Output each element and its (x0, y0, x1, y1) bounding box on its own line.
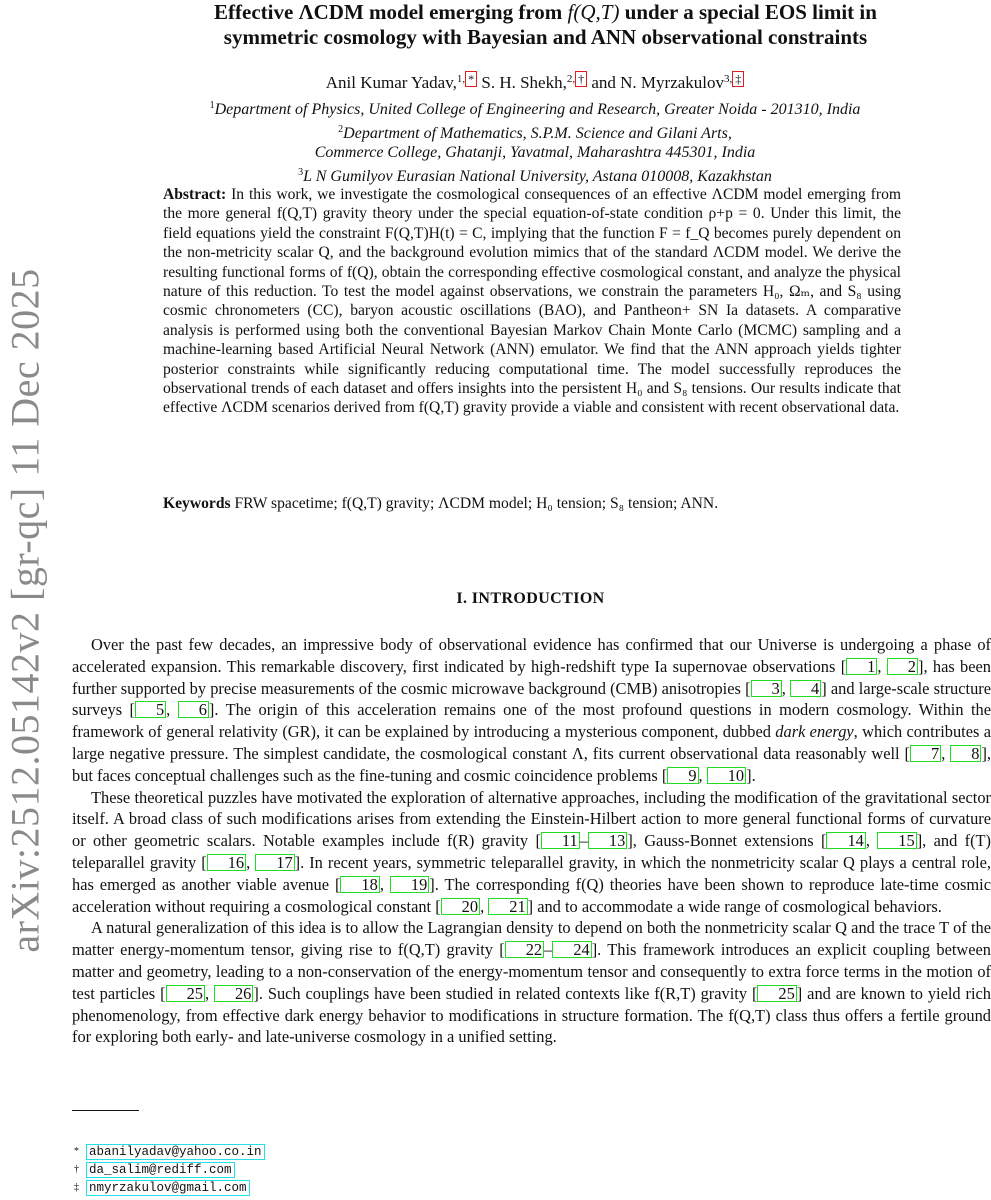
citation-link[interactable]: 26 (214, 985, 253, 1002)
email-link[interactable]: abanilyadav@yahoo.co.in (86, 1144, 265, 1160)
citation-link[interactable]: 25 (757, 985, 796, 1002)
affiliation: $^3$L N Gumilyov Eurasian National University, Astana 010008, Kazakhstan (298, 166, 772, 185)
paragraph: Over the past few decades, an impressive body of observational evidence has confirmed that our Universe is undergoing a phase of accelerated expansion. This remarkable discovery, first indicated by high-redshift type Ia supernovae observations [ 1 , 2 ], has been further supported by precise measurements of the cosmic microwave background (CMB) anisotropies [ 3 , 4 ] and large-scale structure surveys [ 5 , 6 ]. The origin of this acceleration remains one of the most profound questions in modern cosmology. Within the framework of general relativity (GR), it can be explained by introducing a mysterious component, dubbed dark energy, which contributes a large negative pressure. The simplest candidate, the cosmological constant Λ, fits current observational data reasonably well [ 7 , 8 ], but faces conceptual challenges such as the fine-tuning and cosmic coincidence problems [ 9 , 10 ]. (72, 635, 991, 785)
keywords-label: Keywords (163, 495, 231, 512)
arxiv-stamp-text: arXiv:2512.05142v2 [gr-qc] 11 Dec 2025 (2, 267, 48, 953)
citation-link[interactable]: 15 (877, 832, 916, 849)
citation-link[interactable]: 24 (552, 941, 591, 958)
keywords-text: FRW spacetime; f(Q,T) gravity; ΛCDM model; H₀ tension; S₈ tension; ANN. (234, 495, 719, 512)
title-line-2: symmetric cosmology with Bayesian and ANN observational constraints (223, 25, 868, 49)
citation-link[interactable]: 9 (667, 767, 698, 784)
arxiv-identifier-stamp (0, 267, 50, 953)
citation-link[interactable]: 25 (166, 985, 205, 1002)
abstract-label: Abstract: (163, 186, 227, 203)
abstract (163, 185, 901, 418)
affiliation: $^1$Department of Physics, United College of Engineering and Research, Greater Noida - 201310, India (209, 100, 861, 118)
citation-link[interactable]: 17 (255, 854, 294, 871)
footnote: ‡ nmyrzakulov@gmail.com (74, 1179, 265, 1197)
section-heading-introduction: I. INTRODUCTION (456, 590, 605, 607)
citation-link[interactable]: 13 (588, 832, 627, 849)
author-name: Anil Kumar Yadav, (325, 73, 457, 92)
citation-link[interactable]: 8 (950, 745, 981, 762)
abstract-text: In this work, we investigate the cosmological consequences of an effective ΛCDM model emerging from the more general f(Q,T) gravity theory under the special equation-of-state condition ρ+p = 0. Under this limit, the field equations yield the constraint F(Q,T)H(t) = C, implying that the function F = f_Q becomes purely dependent on the non-metricity scalar Q, and the background evolution mimics that of the standard ΛCDM model. We derive the resulting functional forms of f(Q), obtain the corresponding effective cosmological constant, and analyze the physical nature of this reduction. To test the model against observations, we constrain the parameters H₀, Ωₘ, and S₈ using cosmic chronometers (CC), baryon acoustic oscillations (BAO), and Pantheon+ SN Ia datasets. A comparative analysis is performed using both the conventional Bayesian Markov Chain Monte Carlo (MCMC) sampling and a machine-learning based Artificial Neural Network (ANN) emulator. We find that the ANN approach yields tighter posterior constraints while significantly reducing computational time. The model successfully reproduces the observational trends of each dataset and offers insights into the persistent H₀ and S₈ tensions. Our results indicate that effective ΛCDM scenarios derived from f(Q,T) gravity provide a viable and consistent with recent observational data. (163, 186, 901, 417)
author-name: S. H. Shekh, (481, 73, 567, 92)
footnote-link[interactable]: † (575, 71, 587, 87)
introduction-body (72, 634, 991, 1048)
paper-title (100, 0, 991, 50)
citation-link[interactable]: 18 (340, 876, 379, 893)
title-line-1: Effective ΛCDM model emerging from f(Q,T) under a special EOS limit in (214, 0, 877, 24)
footnote-link[interactable]: ‡ (732, 71, 744, 87)
author-list: Anil Kumar Yadav,$^{1,}$ * S. H. Shekh,$^{2,}$ † and N. Myrzakulov$^{3,}$ ‡ (140, 68, 930, 94)
email-link[interactable]: da_salim@rediff.com (86, 1162, 235, 1178)
citation-link[interactable]: 10 (707, 767, 746, 784)
affiliation: $^2$Department of Mathematics, S.P.M. Science and Gilani Arts, (338, 123, 732, 142)
citation-link[interactable]: 7 (910, 745, 941, 762)
footnote: * abanilyadav@yahoo.co.in (74, 1143, 265, 1161)
citation-link[interactable]: 16 (207, 854, 246, 871)
citation-link[interactable]: 3 (751, 680, 782, 697)
paragraph: These theoretical puzzles have motivated the exploration of alternative approaches, including the modification of the gravitational sector itself. A broad class of such modifications arises from extending the Einstein-Hilbert action to more general functional forms of curvature or other geometric scalars. Notable examples include f(R) gravity [ 11 – 13 ], Gauss-Bonnet extensions [ 14 , 15 ], and f(T) teleparallel gravity [ 16 , 17 ]. In recent years, symmetric teleparallel gravity, in which the nonmetricity scalar Q plays a central role, has emerged as another viable avenue [ 18 , 19 ]. The corresponding f(Q) theories have been shown to reproduce late-time cosmic acceleration without requiring a cosmological constant [ 20 , 21 ] and to accommodate a wide range of cosmological behaviors. (72, 787, 991, 916)
footnote-divider (72, 1110, 139, 1111)
citation-link[interactable]: 21 (488, 898, 527, 915)
author-name: and N. Myrzakulov (591, 73, 725, 92)
affiliations (140, 96, 930, 186)
affiliation: Commerce College, Ghatanji, Yavatmal, Maharashtra 445301, India (314, 144, 756, 161)
paragraph: A natural generalization of this idea is to allow the Lagrangian density to depend on both the nonmetricity scalar Q and the trace T of the matter energy-momentum tensor, giving rise to f(Q,T) gravity [ 22 – 24 ]. This framework introduces an explicit coupling between matter and geometry, leading to a non-conservation of the energy-momentum tensor and consequently to extra force terms in the motion of test particles [ 25 , 26 ]. Such couplings have been studied in related contexts like f(R,T) gravity [ 25 ] and are known to yield rich phenomenology, from effective dark energy behavior to modifications in structure formation. The f(Q,T) class thus offers a fertile ground for exploring both early- and late-universe cosmology in a unified setting. (72, 918, 991, 1047)
emphasis: dark energy (775, 722, 854, 742)
keywords (163, 494, 901, 513)
citation-link[interactable]: 22 (505, 941, 544, 958)
citation-link[interactable]: 19 (390, 876, 429, 893)
citation-link[interactable]: 4 (790, 680, 821, 697)
citation-link[interactable]: 1 (846, 658, 877, 675)
citation-link[interactable]: 20 (441, 898, 480, 915)
citation-link[interactable]: 5 (135, 701, 166, 718)
footnote-link[interactable]: * (465, 71, 477, 87)
citation-link[interactable]: 2 (887, 658, 918, 675)
footnotes (74, 1143, 265, 1197)
email-link[interactable]: nmyrzakulov@gmail.com (86, 1180, 250, 1196)
citation-link[interactable]: 14 (826, 832, 865, 849)
citation-link[interactable]: 11 (541, 832, 580, 849)
footnote: † da_salim@rediff.com (74, 1161, 265, 1179)
citation-link[interactable]: 6 (178, 701, 209, 718)
